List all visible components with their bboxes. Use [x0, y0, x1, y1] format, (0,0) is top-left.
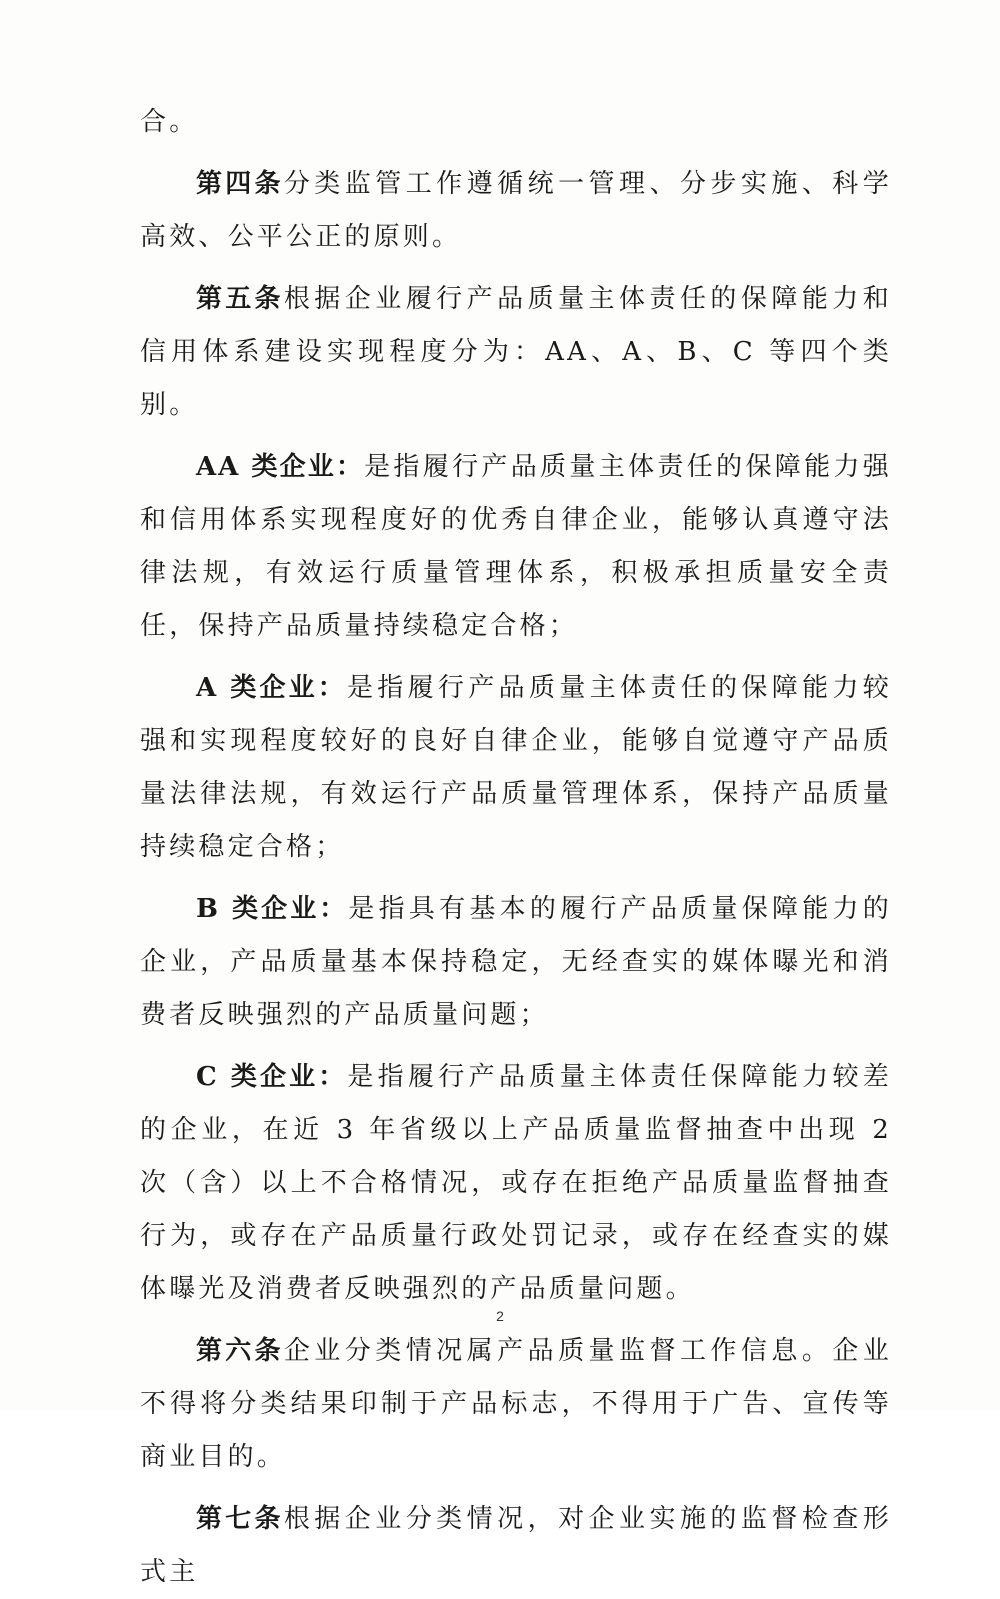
category-text: 是指履行产品质量主体责任的保障能力较强和实现程度较好的良好自律企业，能够自觉遵守产品质量法律法规，有效运行产品质量管理体系，保持产品质量持续稳定合格；	[140, 673, 892, 862]
article-heading: 第七条	[196, 1504, 284, 1534]
article-4	[140, 158, 892, 264]
category-a	[140, 662, 892, 874]
document-body	[140, 96, 892, 1599]
article-5	[140, 273, 892, 432]
category-label: C 类企业：	[196, 1062, 348, 1092]
category-aa	[140, 441, 892, 653]
article-heading: 第五条	[196, 284, 284, 314]
article-heading: 第四条	[196, 169, 284, 199]
category-label: A 类企业：	[196, 673, 347, 703]
article-text: 企业分类情况属产品质量监督工作信息。企业不得将分类结果印制于产品标志，不得用于广告、宣传等商业目的。	[140, 1336, 892, 1472]
paragraph-continuation	[140, 96, 892, 149]
category-text: 是指履行产品质量主体责任保障能力较差的企业，在近 3 年省级以上产品质量监督抽查中出现 2 次（含）以上不合格情况，或存在拒绝产品质量监督抽查行为，或存在产品质量行政处罚记录，或存在经查实的媒体曝光及消费者反映强烈的产品质量问题。	[140, 1062, 893, 1304]
category-c	[140, 1051, 892, 1316]
article-text: 根据企业履行产品质量主体责任的保障能力和信用体系建设实现程度分为：AA、A、B、C 等四个类别。	[140, 284, 892, 420]
category-b	[140, 883, 892, 1042]
article-text: 根据企业分类情况，对企业实施的监督检查形式主	[140, 1504, 892, 1587]
article-text: 分类监管工作遵循统一管理、分步实施、科学高效、公平公正的原则。	[140, 169, 892, 252]
article-heading: 第六条	[196, 1336, 284, 1366]
category-text: 是指履行产品质量主体责任的保障能力强和信用体系实现程度好的优秀自律企业，能够认真遵守法律法规，有效运行质量管理体系，积极承担质量安全责任，保持产品质量持续稳定合格；	[140, 452, 892, 641]
article-7	[140, 1493, 892, 1599]
category-text: 是指具有基本的履行产品质量保障能力的企业，产品质量基本保持稳定，无经查实的媒体曝光和消费者反映强烈的产品质量问题；	[140, 894, 892, 1030]
article-6	[140, 1325, 892, 1484]
paragraph-text: 合。	[140, 107, 199, 137]
category-label: AA 类企业：	[196, 452, 365, 482]
category-label: B 类企业：	[196, 894, 349, 924]
page-number: 2	[496, 1308, 504, 1324]
